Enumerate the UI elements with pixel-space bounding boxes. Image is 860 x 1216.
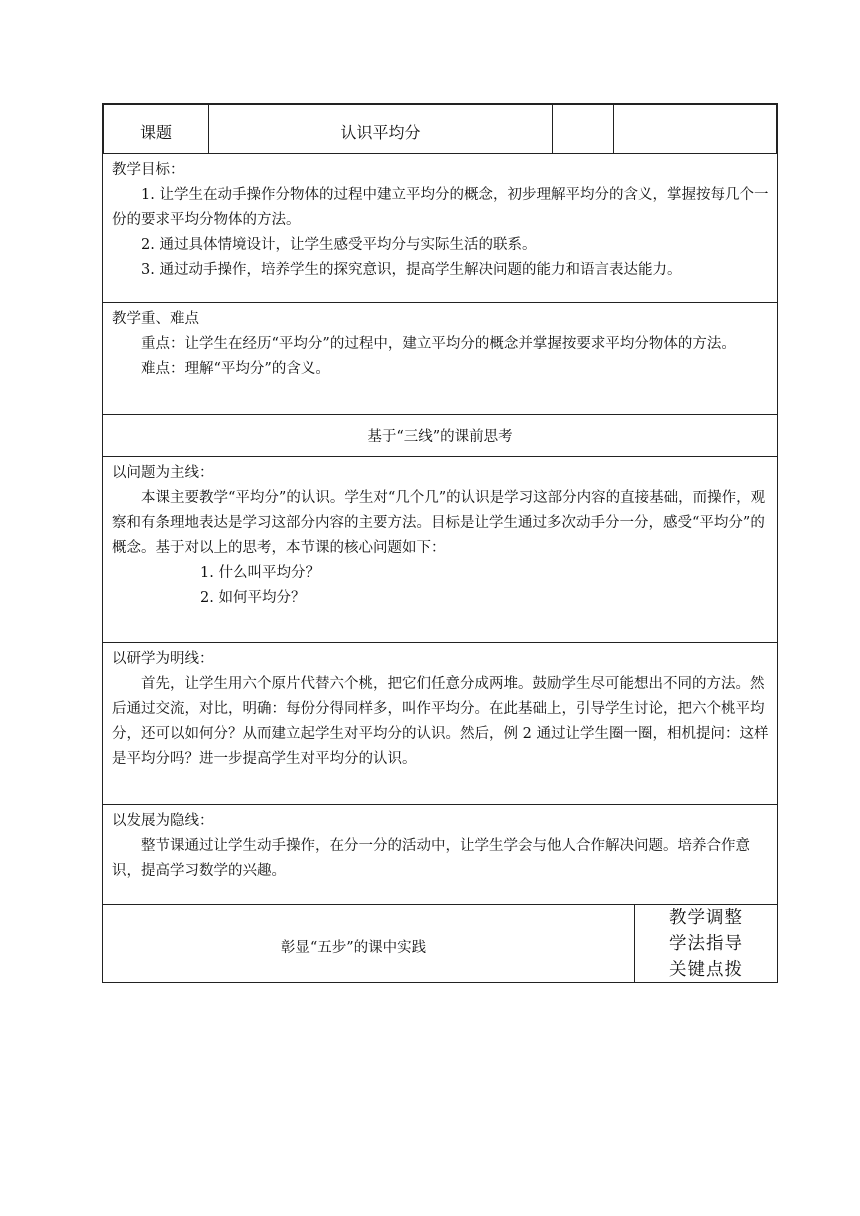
keypoints-heading: 教学重、难点 — [112, 311, 199, 327]
hiddenline-section — [102, 805, 778, 905]
lesson-title: 认识平均分 — [209, 105, 553, 153]
practice-side-labels — [635, 905, 777, 982]
keypoints-section — [102, 303, 778, 415]
objective-item: 2. 通过具体情境设计，让学生感受平均分与实际生活的联系。 — [141, 237, 537, 253]
objective-item: 1. 让学生在动手操作分物体的过程中建立平均分的概念，初步理解平均分的含义，掌握按每几个一份的要求平均分物体的方法。 — [112, 187, 769, 228]
lesson-plan-table — [102, 103, 778, 983]
objectives-heading: 教学目标： — [112, 162, 185, 178]
hiddenline-body: 整节课通过让学生动手操作，在分一分的活动中，让学生学会与他人合作解决问题。培养合作意识，提高学习数学的兴趣。 — [112, 838, 750, 879]
objectives-section — [102, 154, 778, 303]
topic-label: 课题 — [104, 105, 209, 153]
core-question: 1. 什么叫平均分？ — [200, 565, 320, 581]
header-blank-cell — [553, 105, 614, 153]
difficult-point: 难点：理解“平均分”的含义。 — [141, 361, 330, 377]
side-label: 关键点拨 — [669, 959, 743, 980]
practice-row — [102, 905, 778, 983]
core-question: 2. 如何平均分？ — [200, 590, 306, 606]
header-blank-cell — [614, 105, 776, 153]
brightline-body: 首先，让学生用六个原片代替六个桃，把它们任意分成两堆。鼓励学生尽可能想出不同的方法。然后通过交流，对比，明确：每份分得同样多，叫作平均分。在此基础上，引导学生讨论，把六个桃平均分，还可以如何分？从而建立起学生对平均分的认识。然后，例 2 通过让学生圈一圈，相机提问：这样是平均分吗？进一步提高学生对平均分的认识。 — [112, 676, 769, 767]
key-point: 重点：让学生在经历“平均分”的过程中，建立平均分的概念并掌握按要求平均分物体的方法。 — [141, 336, 736, 352]
side-label: 学法指导 — [669, 933, 743, 954]
mainline-heading: 以问题为主线： — [112, 465, 214, 481]
brightline-section — [102, 643, 778, 805]
mainline-body: 本课主要教学“平均分”的认识。学生对“几个几”的认识是学习这部分内容的直接基础，而操作，观察和有条理地表达是学习这部分内容的主要方法。目标是让学生通过多次动手分一分，感受“平均分”的概念。基于对以上的思考，本节课的核心问题如下： — [112, 490, 766, 556]
practice-title: 彰显“五步”的课中实践 — [103, 905, 635, 982]
hiddenline-heading: 以发展为隐线： — [112, 813, 214, 829]
mainline-section — [102, 457, 778, 643]
brightline-heading: 以研学为明线： — [112, 651, 214, 667]
preclass-title: 基于“三线”的课前思考 — [102, 415, 778, 457]
objective-item: 3. 通过动手操作，培养学生的探究意识，提高学生解决问题的能力和语言表达能力。 — [141, 262, 682, 278]
side-label: 教学调整 — [669, 907, 743, 928]
header-row — [102, 103, 778, 154]
